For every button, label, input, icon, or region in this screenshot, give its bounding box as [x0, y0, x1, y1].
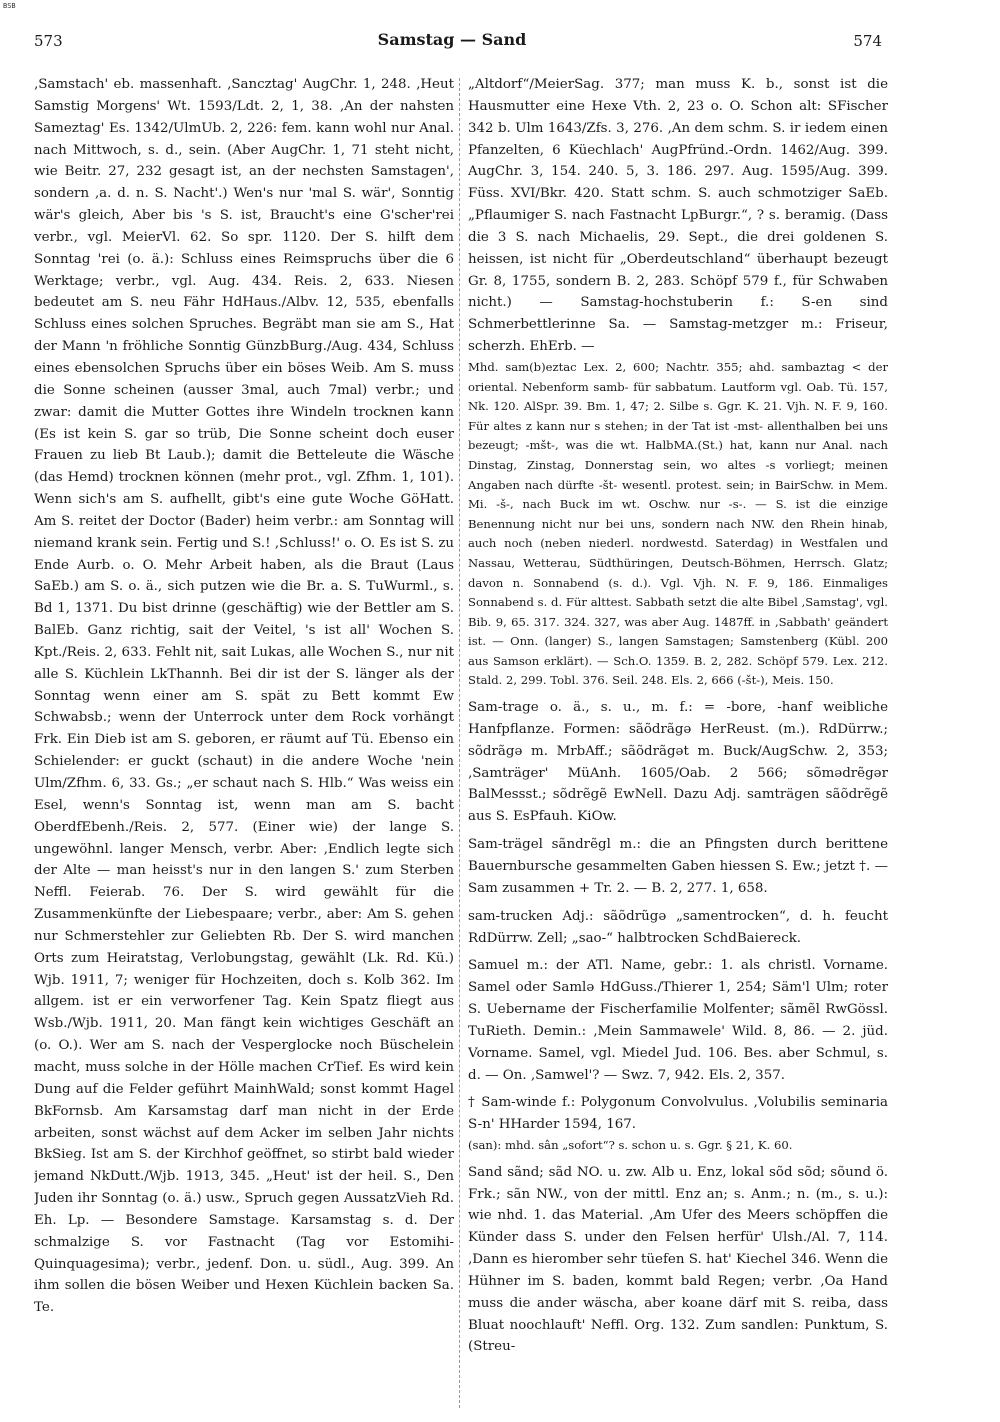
page-number-right: 574: [853, 32, 882, 50]
entry-sam-traegel: Sam-trägel sãndrẽgl m.: die an Pfingsten durch berittene Bauernbursche gesammelten Gaben hiessen S. Ew.; jetzt †. — Sam zusammen + Tr. 2. — B. 2, 277. 1, 658.: [468, 837, 888, 896]
entry-samuel: Samuel m.: der ATl. Name, gebr.: 1. als christl. Vorname. Samel oder Samlə HdGuss./Thierer 1, 254; Säm'l Ulm; roter S. Uebername der Fischerfamilie Molfenter; sãmẽl RwGössl. TuRieth. Demin.: ‚Mein Sammawele' Wild. 8, 86. — 2. jüd. Vorname. Samel, vgl. Miedel Jud. 106. Bes. aber Schmul, s. d. — On. ‚Samwel'? — Swz. 7, 942. Els. 2, 357.: [468, 958, 888, 1083]
page-title: Samstag — Sand: [377, 30, 527, 49]
left-column: [34, 74, 454, 1409]
column-divider: [459, 78, 460, 1408]
left-paragraph: ‚Samstach' eb. massenhaft. ‚Sancztag' AugChr. 1, 248. ‚Heut Samstig Morgens' Wt. 1593/Ldt. 2, 1, 38. ‚An der nahsten Sameztag' Es. 1342/UlmUb. 2, 226: fem. kann wohl nur Anal. nach Mittwoch, s. d., sein. (Aber AugChr. 1, 71 steht nicht, wie Beitr. 27, 232 gesagt ist, an der nechsten Samstagen', sondern ‚a. d. n. S. Nacht'.) Wen's nur 'mal S. wär', Sonntig wär's gleich, Aber bis 's S. ist, Braucht's eine G'scher'rei verbr., vgl. MeierVl. 62. So spr. 1120. Der S. hilft dem Sonntag 'rei (o. ä.): Schluss eines Reimspruchs über die 6 Werktage; verbr., vgl. Aug. 434. Reis. 2, 633. Niesen bedeutet am S. neu Fähr HdHaus./Albv. 12, 535, ebenfalls Schluss eines solchen Spruches. Begräbt man sie am S., Hat der Mann 'n fröhliche Sonntig GünzbBurg./Aug. 434, Schluss eines ebensolchen Spruchs über ein böses Weib. Am S. muss die Sonne scheinen (ausser 3mal, auch 7mal) verbr.; und zwar: damit die Mutter Gottes ihre Windeln trocknen kann (Es ist kein S. gar so trüb, Die Sonne scheint doch euser Frauen zu lieb Bt Laub.); damit die Betteleute die Wäsche (das Hemd) trocknen können (mehr prot., vgl. Zfhm. 1, 101). Wenn sich's am S. aufhellt, gibt's eine gute Woche GöHatt. Am S. reitet der Doctor (Bader) heim verbr.: am Sonntag will niemand krank sein. Fertig und S.! ‚Schluss!' o. O. Es ist S. zu Ende Aurb. o. O. Mehr Arbeit haben, als die Braut (Laus SaEb.) am S. o. ä., sich putzen wie die Br. a. S. TuWurml., s. Bd 1, 1371. Du bist drinne (geschäftig) wie der Bettler am S. BalEb. Ganz richtig, sait der Veitel, 's ist all' Wochen S. Kpt./Reis. 2, 633. Fehlt nit, sait Lukas, alle Wochen S., nur nit alle S. Küchlein LkThannh. Bei dir ist der S. länger als der Sonntag wenn einer am S. spät zu Bett kommt Ew Schwabsb.; wenn der Unterrock unter dem Rock vorhängt Frk. Ein Dieb ist am S. geboren, er räumt auf Tü. Ebenso ein Schielender: er guckt (schaut) in die andere Woche 'nein Ulm/Zfhm. 6, 33. Gs.; „er schaut nach S. Hlb.“ Was weiss ein Esel, wenn's Sonntag ist, wenn man am S. bacht OberdfEbenh./Reis. 2, 577. (Einer wie) der lange S. ungewöhnl. langer Mensch, verbr. Aber: ‚Endlich legte sich der Alte — man heisst's nur in den langen S.' zum Sterben Neffl. Feierab. 76. Der S. wird gewählt für die Zusammenkünfte der Liebespaare; verbr., aber: Am S. gehen nur Schmerstehler zur Geliebten Rb. Der S. wird manchen Orts zum Heiratstag, Verlobungstag, gewählt (Lk. Rd. Kü.) Wjb. 1911, 7; weniger für Hochzeiten, doch s. Kolb 362. Im allgem. ist er ein verworfener Tag. Kein Spatz fliegt aus Wsb./Wjb. 1911, 20. Man fängt kein wichtiges Geschäft an (o. O.). Wer am S. nach der Vesperglocke noch Büschelein macht, muss solche in der Hölle machen CrTief. Es wird kein Dung auf die Felder geführt MainhWald; sonst kommt Hagel BkFornsb. Am Karsamstag darf man nicht in der Erde arbeiten, sonst wächst auf dem Acker im selben Jahr nichts BkSieg. Ist am S. der Kirchhof geöffnet, so stirbt bald wieder jemand NkDutt./Wjb. 1913, 345. „Heut' ist der heil. S., Den Juden ihr Sonntag (o. ä.) usw., Spruch gegen AussatzVieh Rd. Eh. Lp. — Besondere Samstage. Karsamstag s. d. Der schmalzige S. vor Fastnacht (Tag vor Estomihi-Quinquagesima); verbr., jedenf. Don. u. südl., Aug. 399. An ihm sollen die bösen Weiber und Hexen Küchlein backen Sa. Te.: [34, 77, 454, 1316]
page-header: [0, 30, 1000, 54]
scan-stamp: BSB: [3, 2, 16, 10]
page-number-left: 573: [34, 32, 63, 50]
right-column: [468, 74, 888, 1409]
etymology-note: Mhd. sam(b)eztac Lex. 2, 600; Nachtr. 355; ahd. sambaztag < der oriental. Nebenform samb- für sabbatum. Lautform vgl. Oab. Tü. 157, Nk. 120. AlSpr. 39. Bm. 1, 47; 2. Silbe s. Ggr. K. 21. Vjh. N. F. 9, 160. Für altes z kann nur s stehen; in der Tat ist -mst- allenthalben bei uns bezeugt; -mšt-, was die wt. HalbMA.(St.) hat, kann nur Anal. nach Dinstag, Zinstag, Donnerstag sein, wo altes -s vorliegt; meinen Angaben nach dürfte -št- wesentl. protest. sein; in BairSchw. in Mem. Mi. -š-, nach Buck im wt. Oschw. nur -s-. — S. ist die einzige Benennung nicht nur bei uns, sondern nach NW. den Rhein hinab, auch noch (neben niederl. nordwestd. Saterdag) in Westfalen und Nassau, Wetterau, Südthüringen, Deutsch-Böhmen, Herrsch. Glatz; davon n. Sonnabend (s. d.). Vgl. Vjh. N. F. 9, 186. Einmaliges Sonnabend s. d. Für alttest. Sabbath setzt die alte Bibel ‚Samstag', vgl. Bib. 9, 65. 317. 324. 327, was aber Aug. 1487ff. in ‚Sabbath' geändert ist. — Onn. (langer) S., langen Samstagen; Samstenberg (Kübl. 200 aus Samson erklärt). — Sch.O. 1359. B. 2, 282. Schöpf 579. Lex. 212. Stald. 2, 299. Tobl. 376. Seil. 248. Els. 2, 666 (-št-), Meis. 150.: [468, 359, 888, 688]
entry-sam-trage: Sam-trage o. ä., s. u., m. f.: = -bore, -hanf weibliche Hanfpflanze. Formen: sãõdrãgə HerReust. (m.). RdDürrw.; sõdrãgə m. MrbAff.; sãõdrãgət m. Buck/AugSchw. 2, 353; ‚Samträger' MüAnh. 1605/Oab. 2 566; sõmədrẽgər BalMessst.; sõdrẽgẽ EwNell. Dazu Adj. samträgen sãõdrẽgẽ aus S. EsPfauh. KiOw.: [468, 700, 888, 825]
right-paragraph: „Altdorf“/MeierSag. 377; man muss K. b., sonst ist die Hausmutter eine Hexe Vth. 2, 23 o. O. Schon alt: SFischer 342 b. Ulm 1643/Zfs. 3, 276. ‚An dem schm. S. ir iedem einen Pfanzelten, 6 Küechlach' AugPfründ.-Ordn. 1462/Aug. 399. AugChr. 3, 154. 240. 5, 3. 186. 297. Aug. 1595/Aug. 399. Füss. XVI/Bkr. 420. Statt schm. S. auch schmotziger SaEb. „Pflaumiger S. nach Fastnacht LpBurgr.“, ? s. beramig. (Dass die 3 S. nach Michaelis, 29. Sept., die drei goldenen S. heissen, ist nicht für „Oberdeutschland“ überhaupt bezeugt Gr. 8, 1755, sondern B. 2, 283. Schöpf 579 f., für Schwaben nicht.) — Samstag-hochstuberin f.: S-en sind Schmerbettlerinne Sa. — Samstag-metzger m.: Friseur, scherzh. EhErb. —: [468, 77, 888, 355]
entry-san-note: (san): mhd. sân „sofort“? s. schon u. s. Ggr. § 21, K. 60.: [468, 1138, 793, 1153]
entry-sam-trucken: sam-trucken Adj.: sãõdrũgə „samentrocken“, d. h. feucht RdDürrw. Zell; „sao-“ halbtrocken SchdBaiereck.: [468, 908, 888, 946]
entry-sand: Sand sãnd; sãd NO. u. zw. Alb u. Enz, lokal sõd sõd; sõund ö. Frk.; sãn NW., von der mittl. Enz an; s. Anm.; n. (m., s. u.): wie nhd. 1. das Material. ‚Am Ufer des Meers schöpffen die Künder dass S. under den Felsen herfür' Ulsh./Al. 7, 114. ‚Dann es hieromber sehr tüefen S. hat' Kiechel 346. Wenn die Hühner im S. baden, kommt bald Regen; verbr. ‚Oa Hand muss die ander wäscha, aber koane därf mit S. reiba, dass Bluat noochlauft' Neffl. Org. 132. Zum sandlen: Punktum, S. (Streu-: [468, 1164, 888, 1355]
entry-sam-winde: † Sam-winde f.: Polygonum Convolvulus. ‚Volubilis seminaria S-n' HHarder 1594, 167.: [468, 1095, 888, 1133]
